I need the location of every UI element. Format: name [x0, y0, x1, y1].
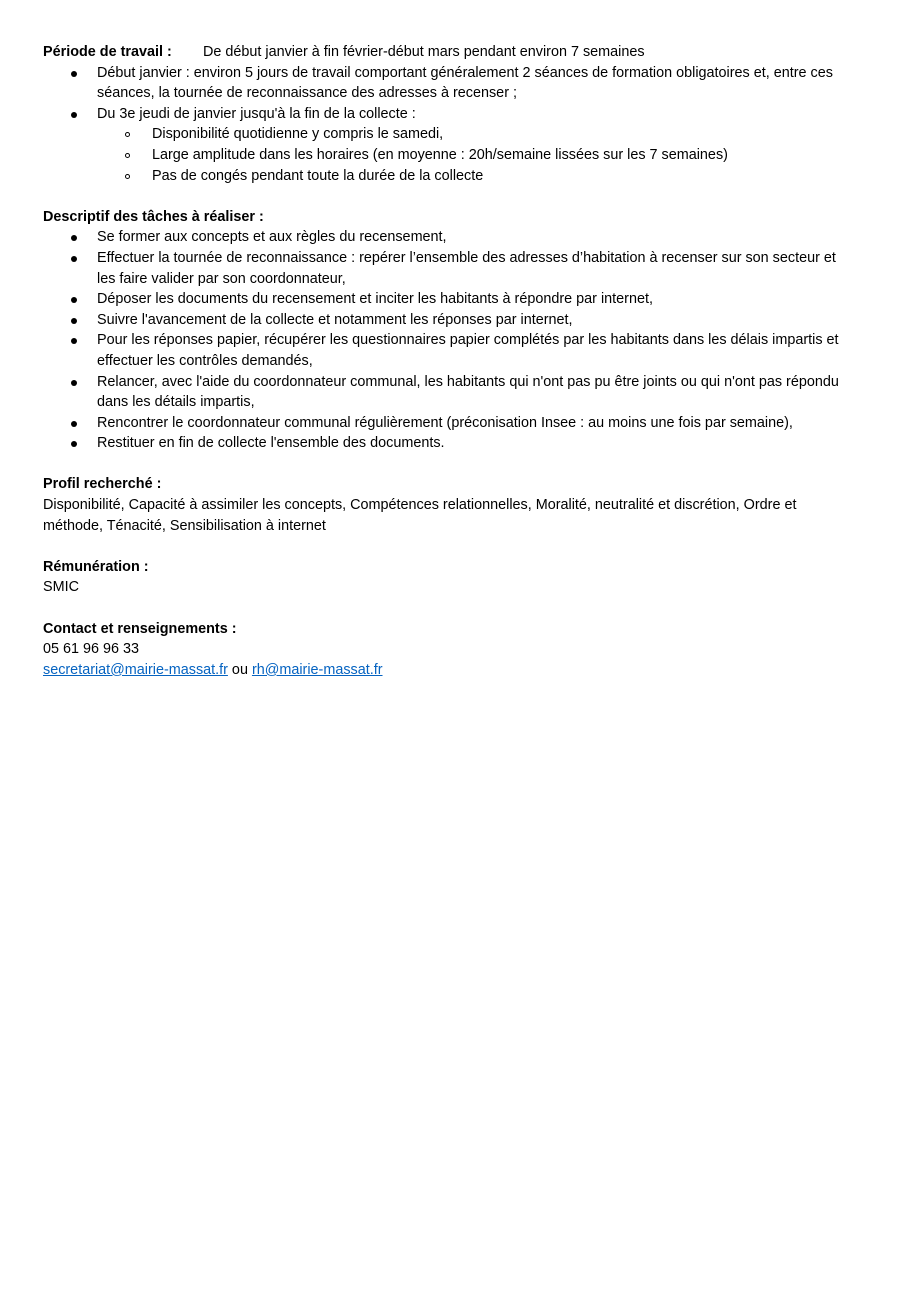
profile-text: Disponibilité, Capacité à assimiler les concepts, Compétences relationnelles, Moralité, neutralité et discrétion, Ordre et méthode, Ténacité, Sensibilisation à internet	[43, 497, 797, 534]
bullet-icon	[71, 441, 77, 447]
salary-text: SMIC	[43, 579, 79, 596]
spacer	[43, 598, 858, 619]
bullet-icon	[71, 235, 77, 241]
task-item	[43, 248, 858, 289]
period-item-text: Du 3e jeudi de janvier jusqu'à la fin de la collecte :	[97, 105, 416, 122]
bullet-icon	[71, 380, 77, 386]
profile-title: Profil recherché :	[43, 476, 162, 493]
tasks-title: Descriptif des tâches à réaliser :	[43, 208, 264, 225]
period-sublist	[97, 124, 858, 186]
circle-bullet-icon	[125, 132, 130, 137]
task-item-text: Effectuer la tournée de reconnaissance : repérer l’ensemble des adresses d’habitation à recenser sur son secteur et les faire valider par son coordonnateur,	[97, 249, 836, 287]
period-subitem	[97, 124, 858, 145]
task-item	[43, 413, 858, 434]
bullet-icon	[71, 71, 77, 77]
period-subitem	[97, 166, 858, 187]
task-item	[43, 330, 858, 371]
circle-bullet-icon	[125, 153, 130, 158]
period-subitem	[97, 145, 858, 166]
contact-title: Contact et renseignements :	[43, 620, 237, 637]
period-item	[43, 104, 858, 186]
contact-emails	[43, 660, 858, 681]
period-item-text: Début janvier : environ 5 jours de travail comportant généralement 2 séances de formation obligatoires et, entre ces séances, la tournée de reconnaissance des adresses à recenser ;	[97, 64, 833, 102]
period-value: De début janvier à fin février-début mars pendant environ 7 semaines	[203, 44, 645, 60]
spacer	[43, 454, 858, 475]
period-label: Période de travail :	[43, 44, 172, 60]
spacer	[43, 536, 858, 557]
bullet-icon	[71, 256, 77, 262]
period-list	[43, 63, 858, 187]
task-item-text: Relancer, avec l'aide du coordonnateur communal, les habitants qui n'ont pas pu être joints ou qui n'ont pas répondu dans les détails impartis,	[97, 373, 839, 411]
salary-title: Rémunération :	[43, 558, 149, 575]
spacer	[43, 186, 858, 207]
task-item	[43, 227, 858, 248]
tasks-list	[43, 227, 858, 454]
task-item	[43, 372, 858, 413]
task-item	[43, 433, 858, 454]
period-subitem-text: Large amplitude dans les horaires (en moyenne : 20h/semaine lissées sur les 7 semaines)	[152, 146, 728, 163]
period-subitem-text: Disponibilité quotidienne y compris le samedi,	[152, 126, 444, 143]
task-item-text: Déposer les documents du recensement et inciter les habitants à répondre par internet,	[97, 291, 653, 308]
task-item	[43, 289, 858, 310]
period-item	[43, 63, 858, 104]
task-item-text: Se former aux concepts et aux règles du recensement,	[97, 229, 447, 246]
bullet-icon	[71, 112, 77, 118]
email-separator: ou	[227, 661, 252, 678]
circle-bullet-icon	[125, 174, 130, 179]
task-item-text: Pour les réponses papier, récupérer les questionnaires papier complétés par les habitants dans les délais impartis et effectuer les contrôles demandés,	[97, 332, 839, 369]
task-item-text: Restituer en fin de collecte l'ensemble des documents.	[97, 435, 445, 452]
period-line	[43, 42, 858, 63]
bullet-icon	[71, 318, 77, 324]
task-item-text: Suivre l'avancement de la collecte et notamment les réponses par internet,	[97, 311, 573, 328]
bullet-icon	[71, 297, 77, 303]
contact-phone: 05 61 96 96 33	[43, 641, 140, 658]
period-subitem-text: Pas de congés pendant toute la durée de la collecte	[152, 167, 484, 184]
email-link-rh[interactable]: rh@mairie-massat.fr	[251, 661, 383, 678]
email-link-secretariat[interactable]: secretariat@mairie-massat.fr	[43, 661, 228, 678]
bullet-icon	[71, 421, 77, 427]
bullet-icon	[71, 338, 77, 344]
task-item	[43, 310, 858, 331]
task-item-text: Rencontrer le coordonnateur communal régulièrement (préconisation Insee : au moins une fois par semaine),	[97, 414, 793, 431]
